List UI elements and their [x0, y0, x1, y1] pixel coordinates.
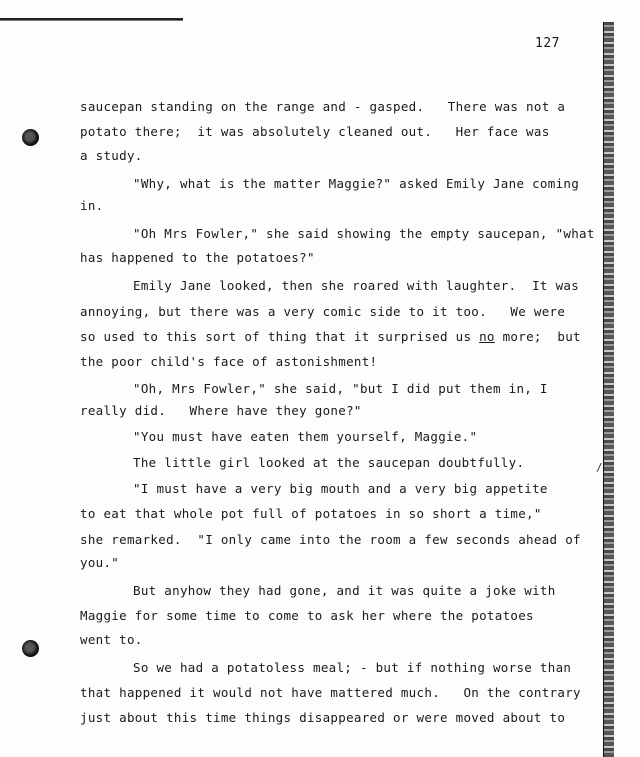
- text-line: "Oh Mrs Fowler," she said showing the empty saucepan, "what: [133, 226, 595, 241]
- text-segment: more; but: [494, 329, 581, 344]
- text-line: really did. Where have they gone?": [80, 403, 362, 418]
- text-line: that happened it would not have mattered much. On the contrary: [80, 685, 581, 700]
- top-rule-shadow: [0, 20, 183, 21]
- text-line: to eat that whole pot full of potatoes in so short a time,": [80, 506, 542, 521]
- text-line: in.: [80, 198, 104, 213]
- text-line: the poor child's face of astonishment!: [80, 354, 378, 369]
- text-line: saucepan standing on the range and - gasped. There was not a: [80, 99, 566, 114]
- text-line: just about this time things disappeared or were moved about to: [80, 710, 566, 725]
- text-line: has happened to the potatoes?": [80, 250, 315, 265]
- scanned-right-edge: [604, 22, 614, 757]
- text-line: Maggie for some time to come to ask her where the potatoes: [80, 608, 534, 623]
- text-line: The little girl looked at the saucepan doubtfully.: [133, 455, 525, 470]
- punch-hole-icon: [22, 640, 39, 657]
- text-line: "You must have eaten them yourself, Maggie.": [133, 429, 478, 444]
- stray-pen-mark: /: [596, 461, 603, 474]
- underlined-word: no: [479, 329, 495, 344]
- text-line: annoying, but there was a very comic side to it too. We were: [80, 304, 566, 319]
- text-line: potato there; it was absolutely cleaned out. Her face was: [80, 124, 550, 139]
- text-line: Emily Jane looked, then she roared with laughter. It was: [133, 278, 580, 293]
- text-segment: so used to this sort of thing that it surprised us: [80, 329, 480, 344]
- text-line: you.": [80, 555, 120, 570]
- text-line: But anyhow they had gone, and it was quite a joke with: [133, 583, 556, 598]
- text-line: she remarked. "I only came into the room a few seconds ahead of: [80, 532, 581, 547]
- page-number: 127: [535, 36, 560, 51]
- text-line: a study.: [80, 148, 143, 163]
- text-line: "Oh, Mrs Fowler," she said, "but I did put them in, I: [133, 381, 548, 396]
- text-line: So we had a potatoless meal; - but if nothing worse than: [133, 660, 572, 675]
- text-line: "I must have a very big mouth and a very big appetite: [133, 481, 548, 496]
- text-line: went to.: [80, 632, 143, 647]
- punch-hole-icon: [22, 129, 39, 146]
- text-line: [80, 329, 581, 345]
- text-line: "Why, what is the matter Maggie?" asked Emily Jane coming: [133, 176, 580, 191]
